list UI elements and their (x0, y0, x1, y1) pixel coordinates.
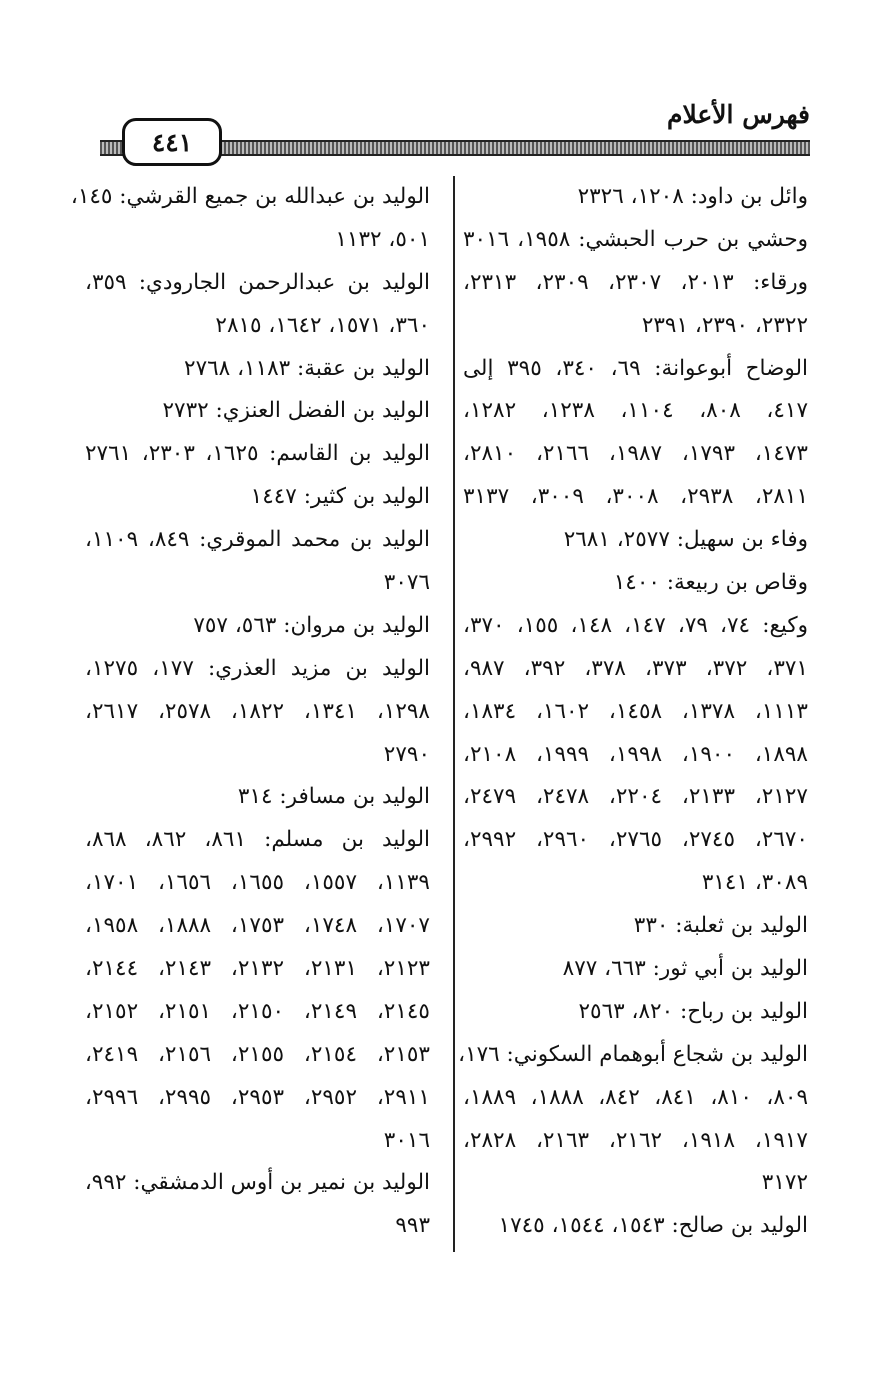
index-entry-line: ٢٧٩٠ (383, 741, 430, 767)
index-entry-line: ٣٦٠، ١٥٧١، ١٦٤٢، ٢٨١٥ (215, 312, 430, 338)
index-entry-line: ٢٣٢٢، ٢٣٩٠، ٢٣٩١ (641, 312, 808, 338)
index-entry-line: ٢١٥٣، ٢١٥٤، ٢١٥٥، ٢١٥٦، ٢٤١٩، (85, 1041, 430, 1067)
index-entry-line: ٨٠٩، ٨١٠، ٨٤١، ٨٤٢، ١٨٨٨، ١٨٨٩، (463, 1084, 809, 1110)
index-entry-line: الوليد بن صالح: ١٥٤٣، ١٥٤٤، ١٧٤٥ (498, 1213, 808, 1239)
index-entry-line: ١٤٧٣، ١٧٩٣، ١٩٨٧، ٢١٦٦، ٢٨١٠، (463, 441, 808, 467)
page-number: ٤٤١ (151, 127, 193, 157)
column-divider (453, 176, 455, 1252)
index-column-left (70, 176, 431, 1248)
index-entry-line: وائل بن داود: ١٢٠٨، ٢٣٢٦ (577, 184, 808, 209)
page-number-box (122, 118, 222, 166)
index-entry-line: وحشي بن حرب الحبشي: ١٩٥٨، ٣٠١٦ (463, 226, 808, 252)
index-entry-line: الوليد بن شجاع أبوهمام السكوني: ١٧٦، (458, 1041, 808, 1067)
index-entry-line: ٤١٧، ٨٠٨، ١١٠٤، ١٢٣٨، ١٢٨٢، (463, 398, 808, 424)
index-entry-line: الوليد بن الفضل العنزي: ٢٧٣٢ (162, 398, 430, 424)
index-entry-line: الوليد بن عبدالله بن جميع القرشي: ١٤٥، (70, 184, 430, 209)
index-entry-line: ٣٧١، ٣٧٢، ٣٧٣، ٣٧٨، ٣٩٢، ٩٨٧، (463, 655, 808, 681)
index-entry-line: وكيع: ٧٤، ٧٩، ١٤٧، ١٤٨، ١٥٥، ٣٧٠، (463, 612, 809, 638)
index-entry-line: ١٢٩٨، ١٣٤١، ١٨٢٢، ٢٥٧٨، ٢٦١٧، (85, 698, 430, 724)
index-entry-line: ١٧٠٧، ١٧٤٨، ١٧٥٣، ١٨٨٨، ١٩٥٨، (85, 913, 430, 939)
index-entry-line: ١٩١٧، ١٩١٨، ٢١٦٢، ٢١٦٣، ٢٨٢٨، (463, 1127, 808, 1153)
index-entry-line: ٢٦٧٠، ٢٧٤٥، ٢٧٦٥، ٢٩٦٠، ٢٩٩٢، (463, 827, 808, 853)
index-entry-line: وفاء بن سهيل: ٢٥٧٧، ٢٦٨١ (563, 527, 808, 553)
index-entry-line: ٥٠١، ١١٣٢ (335, 226, 430, 252)
index-entry-line: ٢١٢٣، ٢١٣١، ٢١٣٢، ٢١٤٣، ٢١٤٤، (85, 956, 430, 982)
index-entry-line: الوليد بن عقبة: ١١٨٣، ٢٧٦٨ (184, 355, 430, 381)
page-header (100, 96, 810, 168)
index-entry-line: ١١١٣، ١٣٧٨، ١٤٥٨، ١٦٠٢، ١٨٣٤، (463, 698, 808, 724)
index-entry-line: الوليد بن مسافر: ٣١٤ (237, 784, 430, 810)
index-entry-line: الوليد بن محمد الموقري: ٨٤٩، ١١٠٩، (85, 527, 430, 553)
index-entry-line: الوليد بن رباح: ٨٢٠، ٢٥٦٣ (578, 998, 808, 1024)
index-entry-line: الوليد بن مزيد العذري: ١٧٧، ١٢٧٥، (85, 655, 430, 681)
index-entry-line: ورقاء: ٢٠١٣، ٢٣٠٧، ٢٣٠٩، ٢٣١٣، (463, 269, 809, 295)
index-entry-line: الوليد بن ثعلبة: ٣٣٠ (633, 913, 808, 939)
index-entry-line: الوليد بن أبي ثور: ٦٦٣، ٨٧٧ (562, 956, 808, 982)
index-entry-line: الوليد بن كثير: ١٤٤٧ (250, 484, 430, 510)
index-entry-line: ٢١٤٥، ٢١٤٩، ٢١٥٠، ٢١٥١، ٢١٥٢، (85, 998, 430, 1024)
index-entry-line: ٣٠٨٩، ٣١٤١ (701, 870, 808, 896)
index-entry-line: وقاص بن ربيعة: ١٤٠٠ (613, 570, 808, 596)
running-title: فهرس الأعلام (661, 100, 810, 129)
index-entry-line: الوليد بن مروان: ٥٦٣، ٧٥٧ (193, 612, 430, 638)
index-entry-line: ٩٩٣ (395, 1213, 430, 1239)
index-entry-line: ١٨٩٨، ١٩٠٠، ١٩٩٨، ١٩٩٩، ٢١٠٨، (463, 741, 808, 767)
index-entry-line: الوليد بن عبدالرحمن الجارودي: ٣٥٩، (85, 269, 430, 295)
index-entry-line: الوليد بن نمير بن أوس الدمشقي: ٩٩٢، (84, 1170, 430, 1196)
index-entry-line: ٢١٢٧، ٢١٣٣، ٢٢٠٤، ٢٤٧٨، ٢٤٧٩، (463, 784, 808, 810)
index-entry-line: الوليد بن القاسم: ١٦٢٥، ٢٣٠٣، ٢٧٦١ (85, 441, 431, 467)
index-entry-line: ٣٠١٦ (383, 1127, 430, 1153)
index-entry-line: ٣١٧٢ (761, 1170, 808, 1196)
index-entry-line: ٣٠٧٦ (383, 570, 430, 596)
index-entry-line: ٢٨١١، ٢٩٣٨، ٣٠٠٨، ٣٠٠٩، ٣١٣٧ (463, 484, 809, 510)
index-entry-line: الوليد بن مسلم: ٨٦١، ٨٦٢، ٨٦٨، (85, 827, 430, 853)
index-entry-line: ١١٣٩، ١٥٥٧، ١٦٥٥، ١٦٥٦، ١٧٠١، (85, 870, 430, 896)
index-entry-line: الوضاح أبوعوانة: ٦٩، ٣٤٠، ٣٩٥ إلى (463, 355, 808, 381)
index-entry-line: ٢٩١١، ٢٩٥٢، ٢٩٥٣، ٢٩٩٥، ٢٩٩٦، (85, 1084, 430, 1110)
index-column-right (458, 176, 809, 1248)
